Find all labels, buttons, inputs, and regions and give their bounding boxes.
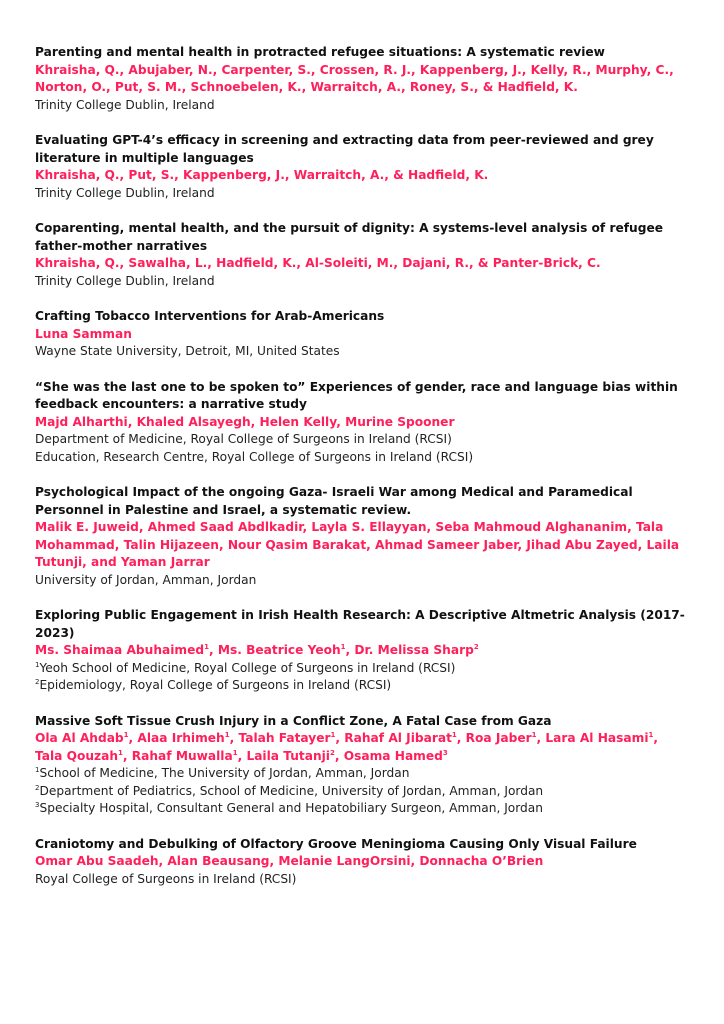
author-affiliation-number: 3 <box>442 748 448 757</box>
author-name: Laila Tutanji <box>246 748 330 763</box>
author-affiliation-number: 1 <box>451 730 457 739</box>
affiliation-text: Department of Pediatrics, School of Medicine, University of Jordan, Amman, Jordan <box>39 783 544 798</box>
author-separator: , <box>653 731 659 745</box>
author-name: Talah Fatayer <box>238 731 331 745</box>
abstract-entry <box>35 44 685 114</box>
author-name: Roa Jaber <box>465 731 532 745</box>
author-affiliation-number: 1 <box>330 730 336 739</box>
author-affiliation-number: 2 <box>329 748 335 757</box>
author-separator: , <box>536 731 546 745</box>
author-separator: , <box>229 731 239 745</box>
abstract-entry <box>35 379 685 467</box>
affiliation: Education, Research Centre, Royal College of Surgeons in Ireland (RCSI) <box>35 449 474 464</box>
author-name: Osama Hamed <box>343 748 443 763</box>
author-affiliation-number: 2 <box>473 642 479 651</box>
author-list <box>35 730 685 765</box>
author-name: Tala Qouzah <box>35 748 119 763</box>
author-separator: , <box>335 731 345 745</box>
author-name: Lara Al Hasami <box>545 731 649 745</box>
abstract-title: Coparenting, mental health, and the pursuit of dignity: A systems-level analysis of refugee father-mother narratives <box>35 221 663 253</box>
affiliation-text: Yeoh School of Medicine, Royal College of Surgeons in Ireland (RCSI) <box>39 660 456 675</box>
affiliation: Wayne State University, Detroit, MI, United States <box>35 344 340 358</box>
abstract-entry <box>35 713 685 818</box>
affiliation-number: 2 <box>35 677 40 686</box>
author-list: Khraisha, Q., Put, S., Kappenberg, J., Warraitch, A., & Hadfield, K. <box>35 168 489 182</box>
abstract-entry <box>35 308 685 361</box>
author-separator: , <box>456 731 466 745</box>
author-affiliation-number: 1 <box>232 748 238 757</box>
author-affiliation-number: 1 <box>204 642 209 651</box>
abstract-title: Evaluating GPT-4’s efficacy in screening and extracting data from peer-reviewed and grey literature in multiple languages <box>35 133 654 165</box>
abstract-title: “She was the last one to be spoken to” Experiences of gender, race and language bias within feedback encounters: a narrative study <box>35 379 678 411</box>
abstract-title: Crafting Tobacco Interventions for Arab-Americans <box>35 309 385 323</box>
author-list: Majd Alharthi, Khaled Alsayegh, Helen Kelly, Murine Spooner <box>35 414 455 429</box>
author-name: Alaa Irhimeh <box>137 731 225 745</box>
affiliation-number: 3 <box>35 800 40 809</box>
author-list <box>35 642 685 660</box>
author-affiliation-number: 1 <box>340 642 346 651</box>
affiliation-text: School of Medicine, The University of Jordan, Amman, Jordan <box>39 766 410 780</box>
author-separator: , <box>122 748 132 763</box>
affiliation-number: 1 <box>35 765 40 774</box>
affiliation <box>35 783 685 801</box>
affiliation: Trinity College Dublin, Ireland <box>35 97 215 112</box>
abstract-entry <box>35 132 685 202</box>
author-separator: , <box>208 643 218 657</box>
author-list: Khraisha, Q., Sawalha, L., Hadfield, K., Al-Soleiti, M., Dajani, R., & Panter-Brick, C. <box>35 256 601 270</box>
affiliation-number: 1 <box>35 660 40 669</box>
affiliation: Royal College of Surgeons in Ireland (RCSI) <box>35 871 297 886</box>
author-affiliation-number: 1 <box>118 748 123 757</box>
affiliation <box>35 765 685 783</box>
affiliation-text: Epidemiology, Royal College of Surgeons in Ireland (RCSI) <box>39 678 392 692</box>
affiliation <box>35 660 685 678</box>
abstract-entry <box>35 607 685 695</box>
affiliation <box>35 800 685 818</box>
affiliation <box>35 677 685 695</box>
affiliation-number: 2 <box>35 783 40 792</box>
affiliation-text: Specialty Hospital, Consultant General and Hepatobiliary Surgeon, Amman, Jordan <box>39 801 543 815</box>
abstract-entry <box>35 220 685 290</box>
author-separator: , <box>128 731 138 745</box>
author-list: Malik E. Juweid, Ahmed Saad Abdlkadir, Layla S. Ellayyan, Seba Mahmoud Alghananim, Tala Mohammad, Talin Hijazeen, Nour Qasim Barakat, Ahmad Sameer Jaber, Jihad Abu Zayed, Laila Tutunji, and Yaman Jarrar <box>35 520 680 569</box>
author-name: Ms. Beatrice Yeoh <box>217 643 341 657</box>
author-affiliation-number: 1 <box>648 730 654 739</box>
affiliation: Department of Medicine, Royal College of Surgeons in Ireland (RCSI) <box>35 432 452 446</box>
abstract-entry <box>35 484 685 589</box>
abstract-title: Psychological Impact of the ongoing Gaza- Israeli War among Medical and Paramedical Personnel in Palestine and Israel, a systematic review. <box>35 485 633 517</box>
author-separator: , <box>334 748 344 763</box>
author-name: Rahaf Muwalla <box>131 748 233 763</box>
author-separator: , <box>237 748 247 763</box>
abstract-entry <box>35 836 685 889</box>
author-affiliation-number: 1 <box>224 730 230 739</box>
author-affiliation-number: 1 <box>531 730 537 739</box>
author-list: Omar Abu Saadeh, Alan Beausang, Melanie LangOrsini, Donnacha O’Brien <box>35 854 544 868</box>
author-name: Dr. Melissa Sharp <box>354 643 474 657</box>
author-list: Luna Samman <box>35 326 132 341</box>
author-name: Rahaf Al Jibarat <box>344 731 452 745</box>
affiliation: Trinity College Dublin, Ireland <box>35 273 215 288</box>
author-separator: , <box>345 643 355 657</box>
author-name: Ms. Shaimaa Abuhaimed <box>35 643 205 657</box>
affiliation: Trinity College Dublin, Ireland <box>35 185 215 200</box>
author-affiliation-number: 1 <box>123 730 129 739</box>
abstract-title: Exploring Public Engagement in Irish Health Research: A Descriptive Altmetric Analysis (2017-2023) <box>35 608 685 640</box>
author-name: Ola Al Ahdab <box>35 731 124 745</box>
abstract-title: Parenting and mental health in protracted refugee situations: A systematic review <box>35 45 605 59</box>
abstract-title: Craniotomy and Debulking of Olfactory Groove Meningioma Causing Only Visual Failure <box>35 836 637 851</box>
abstract-title: Massive Soft Tissue Crush Injury in a Conflict Zone, A Fatal Case from Gaza <box>35 713 552 728</box>
affiliation: University of Jordan, Amman, Jordan <box>35 572 257 587</box>
abstract-list <box>35 44 685 906</box>
author-list: Khraisha, Q., Abujaber, N., Carpenter, S., Crossen, R. J., Kappenberg, J., Kelly, R., Murphy, C., Norton, O., Put, S. M., Schnoebelen, K., Warraitch, A., Roney, S., & Hadfield, K. <box>35 62 674 94</box>
